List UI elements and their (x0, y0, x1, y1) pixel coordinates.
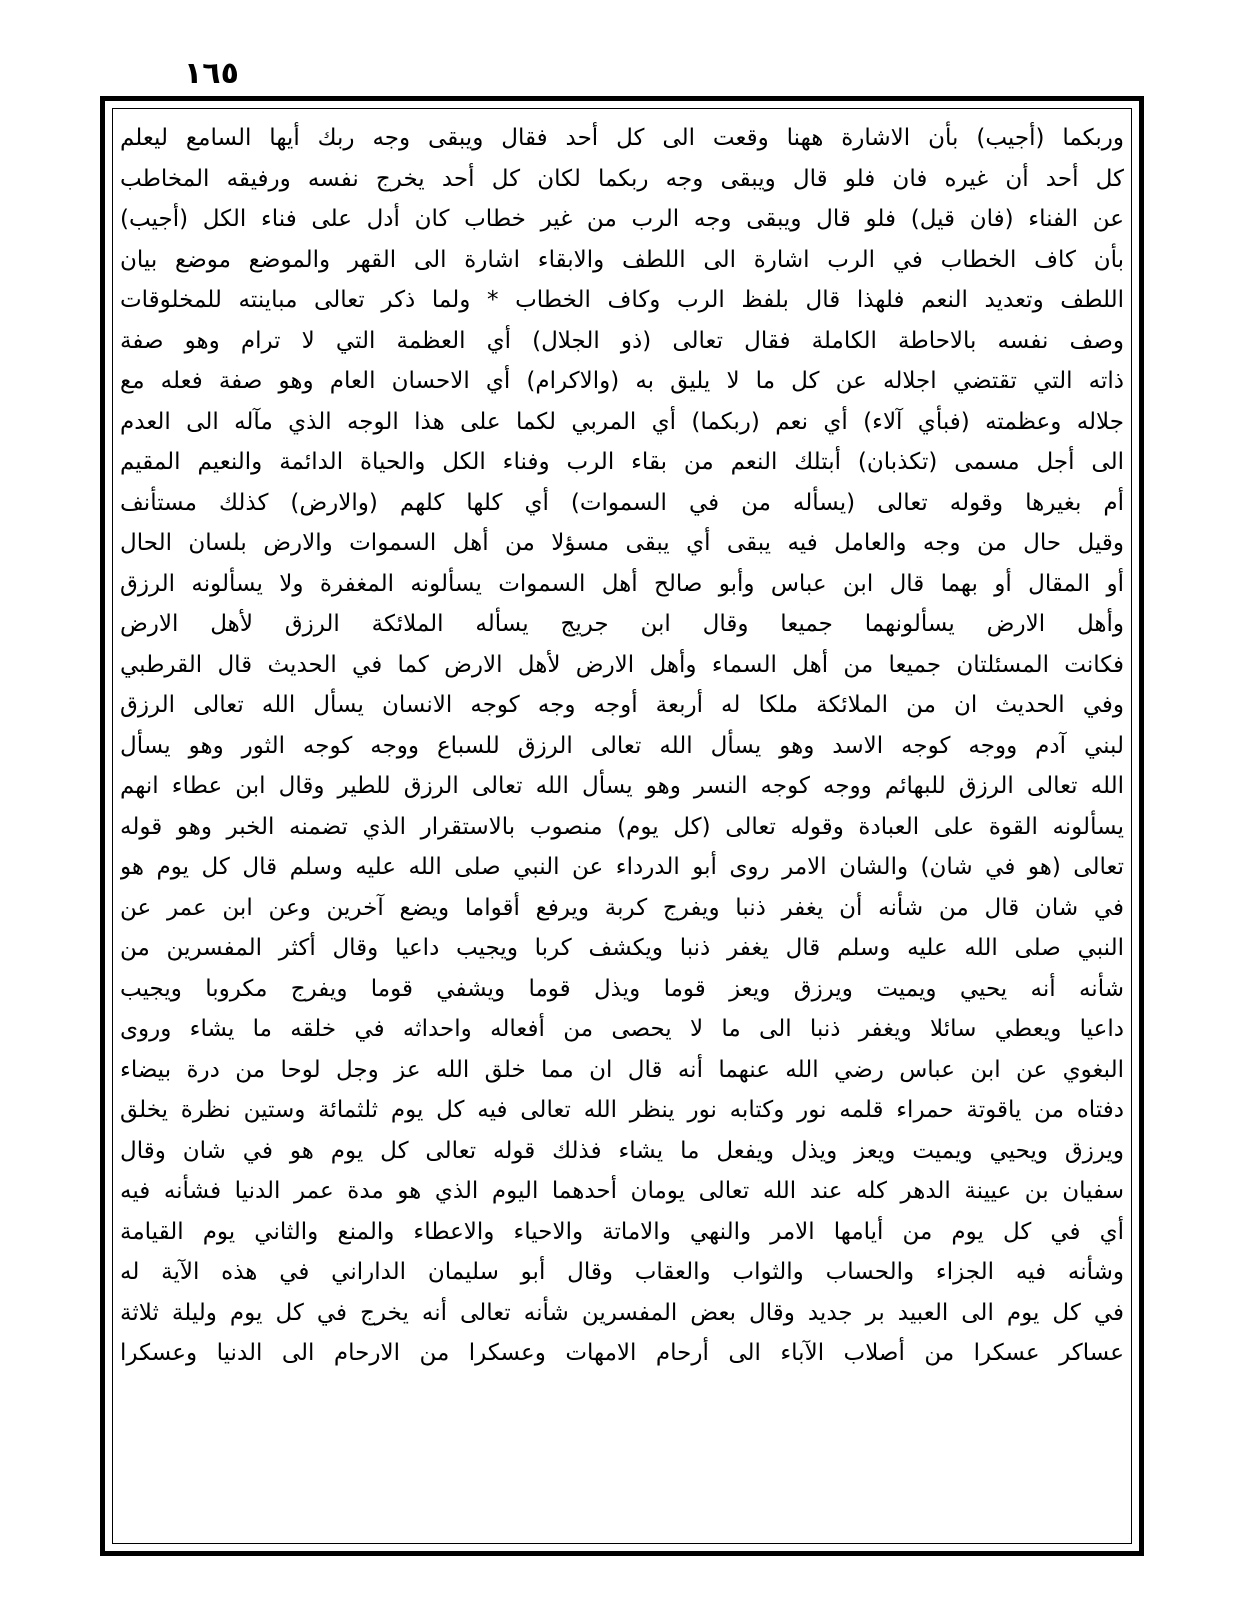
text-line: يسألونه القوة على العبادة وقوله تعالى (كل يوم) منصوب بالاستقرار الذي تضمنه الخبر وهو قوله (120, 813, 1124, 840)
text-line: وربكما (أجيب) بأن الاشارة ههنا وقعت الى كل أحد فقال ويبقى وجه ربك أيها السامع ليعلم (120, 125, 1124, 151)
text-line: وفي الحديث ان من الملائكة ملكا له أربعة أوجه وجه كوجه الانسان يسأل الله تعالى الرزق (120, 692, 1124, 718)
text-line: كل أحد أن غيره فان فلو قال ويبقى وجه ربكما لكان كل أحد يخرج نفسه ورفيقه المخاطب (120, 165, 1124, 192)
text-line: فكانت المسئلتان جميعا من أهل السماء وأهل الارض لأهل الارض كما في الحديث قال القرطبي (120, 651, 1124, 678)
text-line: داعيا ويعطي سائلا ويغفر ذنبا الى ما لا يحصى من أفعاله واحداثه في خلقه ما يشاء وروى (120, 1016, 1124, 1042)
text-line: شأنه أنه يحيي ويميت ويرزق ويعز قوما ويذل قوما ويشفي قوما ويفرج مكروبا ويجيب (120, 975, 1124, 1002)
text-line: الله تعالى الرزق للبهائم ووجه كوجه النسر وهو يسأل الله تعالى الرزق للطير وقال ابن عطاء انهم (120, 773, 1124, 799)
text-line: وأهل الارض يسألونهما جميعا وقال ابن جريج يسأله الملائكة الرزق لأهل الارض (120, 611, 1124, 637)
text-line: أم بغيرها وقوله تعالى (يسأله من في السموات) أي كلها كلهم (والارض) كذلك مستأنف (120, 489, 1124, 516)
text-line: في شان قال من شأنه أن يغفر ذنبا ويفرج كربة ويرفع أقواما ويضع آخرين وعن ابن عمر عن (120, 894, 1124, 921)
text-line: أو المقال أو بهما قال ابن عباس وأبو صالح أهل السموات يسألونه المغفرة ولا يسألونه الرزق (120, 570, 1124, 597)
text-line: ويرزق ويحيي ويميت ويعز ويذل ويفعل ما يشاء فذلك قوله تعالى كل يوم هو في شان وقال (120, 1137, 1124, 1164)
text-line: لبني آدم ووجه كوجه الاسد وهو يسأل الله تعالى الرزق للسباع ووجه كوجه الثور وهو يسأل (120, 732, 1124, 759)
text-line: في كل يوم الى العبيد بر جديد وقال بعض المفسرين شأنه تعالى أنه يخرج في كل يوم وليلة ثلاثة (120, 1299, 1124, 1326)
text-line: وصف نفسه بالاحاطة الكاملة فقال تعالى (ذو الجلال) أي العظمة التي لا ترام وهو صفة (120, 327, 1124, 354)
text-line: الى أجل مسمى (تكذبان) أبتلك النعم من بقاء الرب وفناء الكل والحياة الدائمة والنعيم المقيم (120, 449, 1124, 475)
text-line: ذاته التي تقتضي اجلاله عن كل ما لا يليق به (والاكرام) أي الاحسان العام وهو صفة فعله مع (120, 368, 1124, 394)
text-line: دفتاه من ياقوتة حمراء قلمه نور وكتابه نور ينظر الله تعالى فيه كل يوم ثلثمائة وستين نظرة يخلق (120, 1097, 1124, 1123)
text-line: سفيان بن عيينة الدهر كله عند الله تعالى يومان أحدهما اليوم الذي هو مدة عمر الدنيا فشأنه فيه (120, 1178, 1124, 1204)
page-number: ١٦٥ (184, 56, 239, 91)
text-line: عن الفناء (فان قيل) فلو قال ويبقى وجه الرب من غير خطاب كان أدل على فناء الكل (أجيب) (120, 206, 1124, 232)
text-line: أي في كل يوم من أيامها الامر والنهي والاماتة والاحياء والاعطاء والمنع والثاني يوم القيامة (120, 1218, 1124, 1245)
text-line: النبي صلى الله عليه وسلم قال يغفر ذنبا ويكشف كربا ويجيب داعيا وقال أكثر المفسرين من (120, 935, 1124, 961)
text-line: وشأنه فيه الجزاء والحساب والثواب والعقاب وقال أبو سليمان الداراني في هذه الآية له (120, 1259, 1124, 1285)
text-line: اللطف وتعديد النعم فلهذا قال بلفظ الرب وكاف الخطاب * ولما ذكر تعالى مباينته للمخلوقات (120, 287, 1124, 313)
text-line: بأن كاف الخطاب في الرب اشارة الى اللطف والابقاء اشارة الى القهر والموضع موضع بيان (120, 246, 1124, 273)
text-line: البغوي عن ابن عباس رضي الله عنهما أنه قال ان مما خلق الله عز وجل لوحا من درة بيضاء (120, 1056, 1124, 1083)
text-line: تعالى (هو في شان) والشان الامر روى أبو الدرداء عن النبي صلى الله عليه وسلم قال كل يوم هو (120, 854, 1124, 880)
text-line: وقيل حال من وجه والعامل فيه يبقى أي يبقى مسؤلا من أهل السموات والارض بلسان الحال (120, 530, 1124, 556)
text-body (120, 118, 1124, 1538)
text-line: عساكر عسكرا من أصلاب الآباء الى أرحام الامهات وعسكرا من الارحام الى الدنيا وعسكرا (120, 1340, 1124, 1366)
text-line: جلاله وعظمته (فبأي آلاء) أي نعم (ربكما) أي المربي لكما على هذا الوجه الذي مآله الى العدم (120, 408, 1124, 435)
